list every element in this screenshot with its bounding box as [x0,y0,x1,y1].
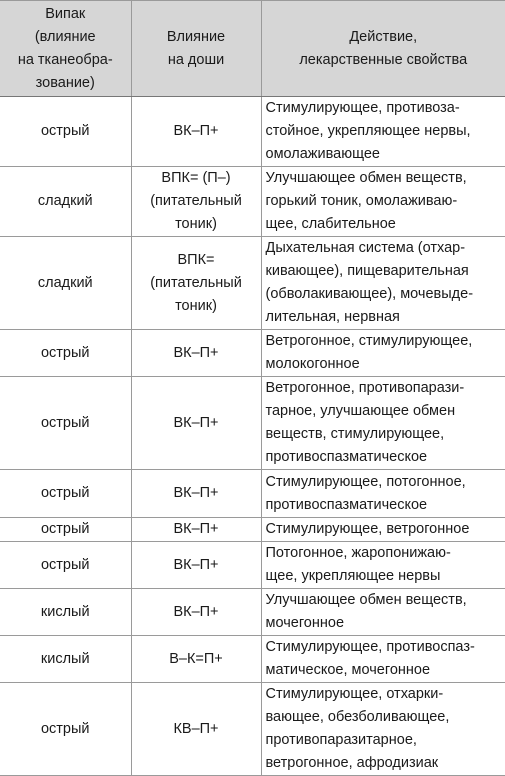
dosha-cell: ВПК= (питательный тоник) [131,237,261,330]
table-row [0,542,505,589]
table-row [0,470,505,518]
table-row [0,683,505,776]
table-row [0,237,505,330]
table-row [0,377,505,470]
action-cell: Стимулирующее, ветрогонное [261,518,505,542]
header-action: Действие, лекарственные свойства [261,1,505,97]
action-cell: Потогонное, жаропонижаю- щее, укрепляющее нервы [261,542,505,589]
header-vipak: Випак (влияние на тканеобра- зование) [0,1,131,97]
action-cell: Улучшающее обмен веществ, мочегонное [261,589,505,636]
vipak-cell: острый [0,470,131,518]
table-row [0,636,505,683]
table-row [0,330,505,377]
table-row [0,167,505,237]
vipak-cell: острый [0,542,131,589]
vipak-cell: острый [0,683,131,776]
dosha-cell: ВК–П+ [131,330,261,377]
table-row [0,97,505,167]
vipak-cell: кислый [0,589,131,636]
dosha-cell: ВК–П+ [131,470,261,518]
vipak-cell: острый [0,330,131,377]
action-cell: Дыхательная система (отхар- кивающее), пищеварительная (обволакивающее), мочевыде- лительная, нервная [261,237,505,330]
dosha-cell: В–К=П+ [131,636,261,683]
dosha-cell: ВК–П+ [131,377,261,470]
dosha-cell: ВК–П+ [131,518,261,542]
action-cell: Стимулирующее, отхарки- вающее, обезболивающее, противопаразитарное, ветрогонное, афродизиак [261,683,505,776]
dosha-cell: ВПК= (П–) (питательный тоник) [131,167,261,237]
header-row [0,1,505,97]
vipak-cell: сладкий [0,237,131,330]
dosha-cell: ВК–П+ [131,97,261,167]
vipak-cell: сладкий [0,167,131,237]
vipak-cell: кислый [0,636,131,683]
action-cell: Стимулирующее, противоспаз- матическое, мочегонное [261,636,505,683]
action-cell: Стимулирующее, потогонное, противоспазматическое [261,470,505,518]
header-dosha: Влияние на доши [131,1,261,97]
action-cell: Ветрогонное, стимулирующее, молокогонное [261,330,505,377]
action-cell: Стимулирующее, противоза- стойное, укрепляющее нервы, омолаживающее [261,97,505,167]
dosha-cell: ВК–П+ [131,542,261,589]
action-cell: Ветрогонное, противопарази- тарное, улучшающее обмен веществ, стимулирующее, противоспазматическое [261,377,505,470]
dosha-cell: КВ–П+ [131,683,261,776]
vipak-cell: острый [0,518,131,542]
vipak-cell: острый [0,377,131,470]
action-cell: Улучшающее обмен веществ, горький тоник, омолаживаю- щее, слабительное [261,167,505,237]
table-row [0,589,505,636]
vipak-cell: острый [0,97,131,167]
dosha-cell: ВК–П+ [131,589,261,636]
table-row [0,518,505,542]
